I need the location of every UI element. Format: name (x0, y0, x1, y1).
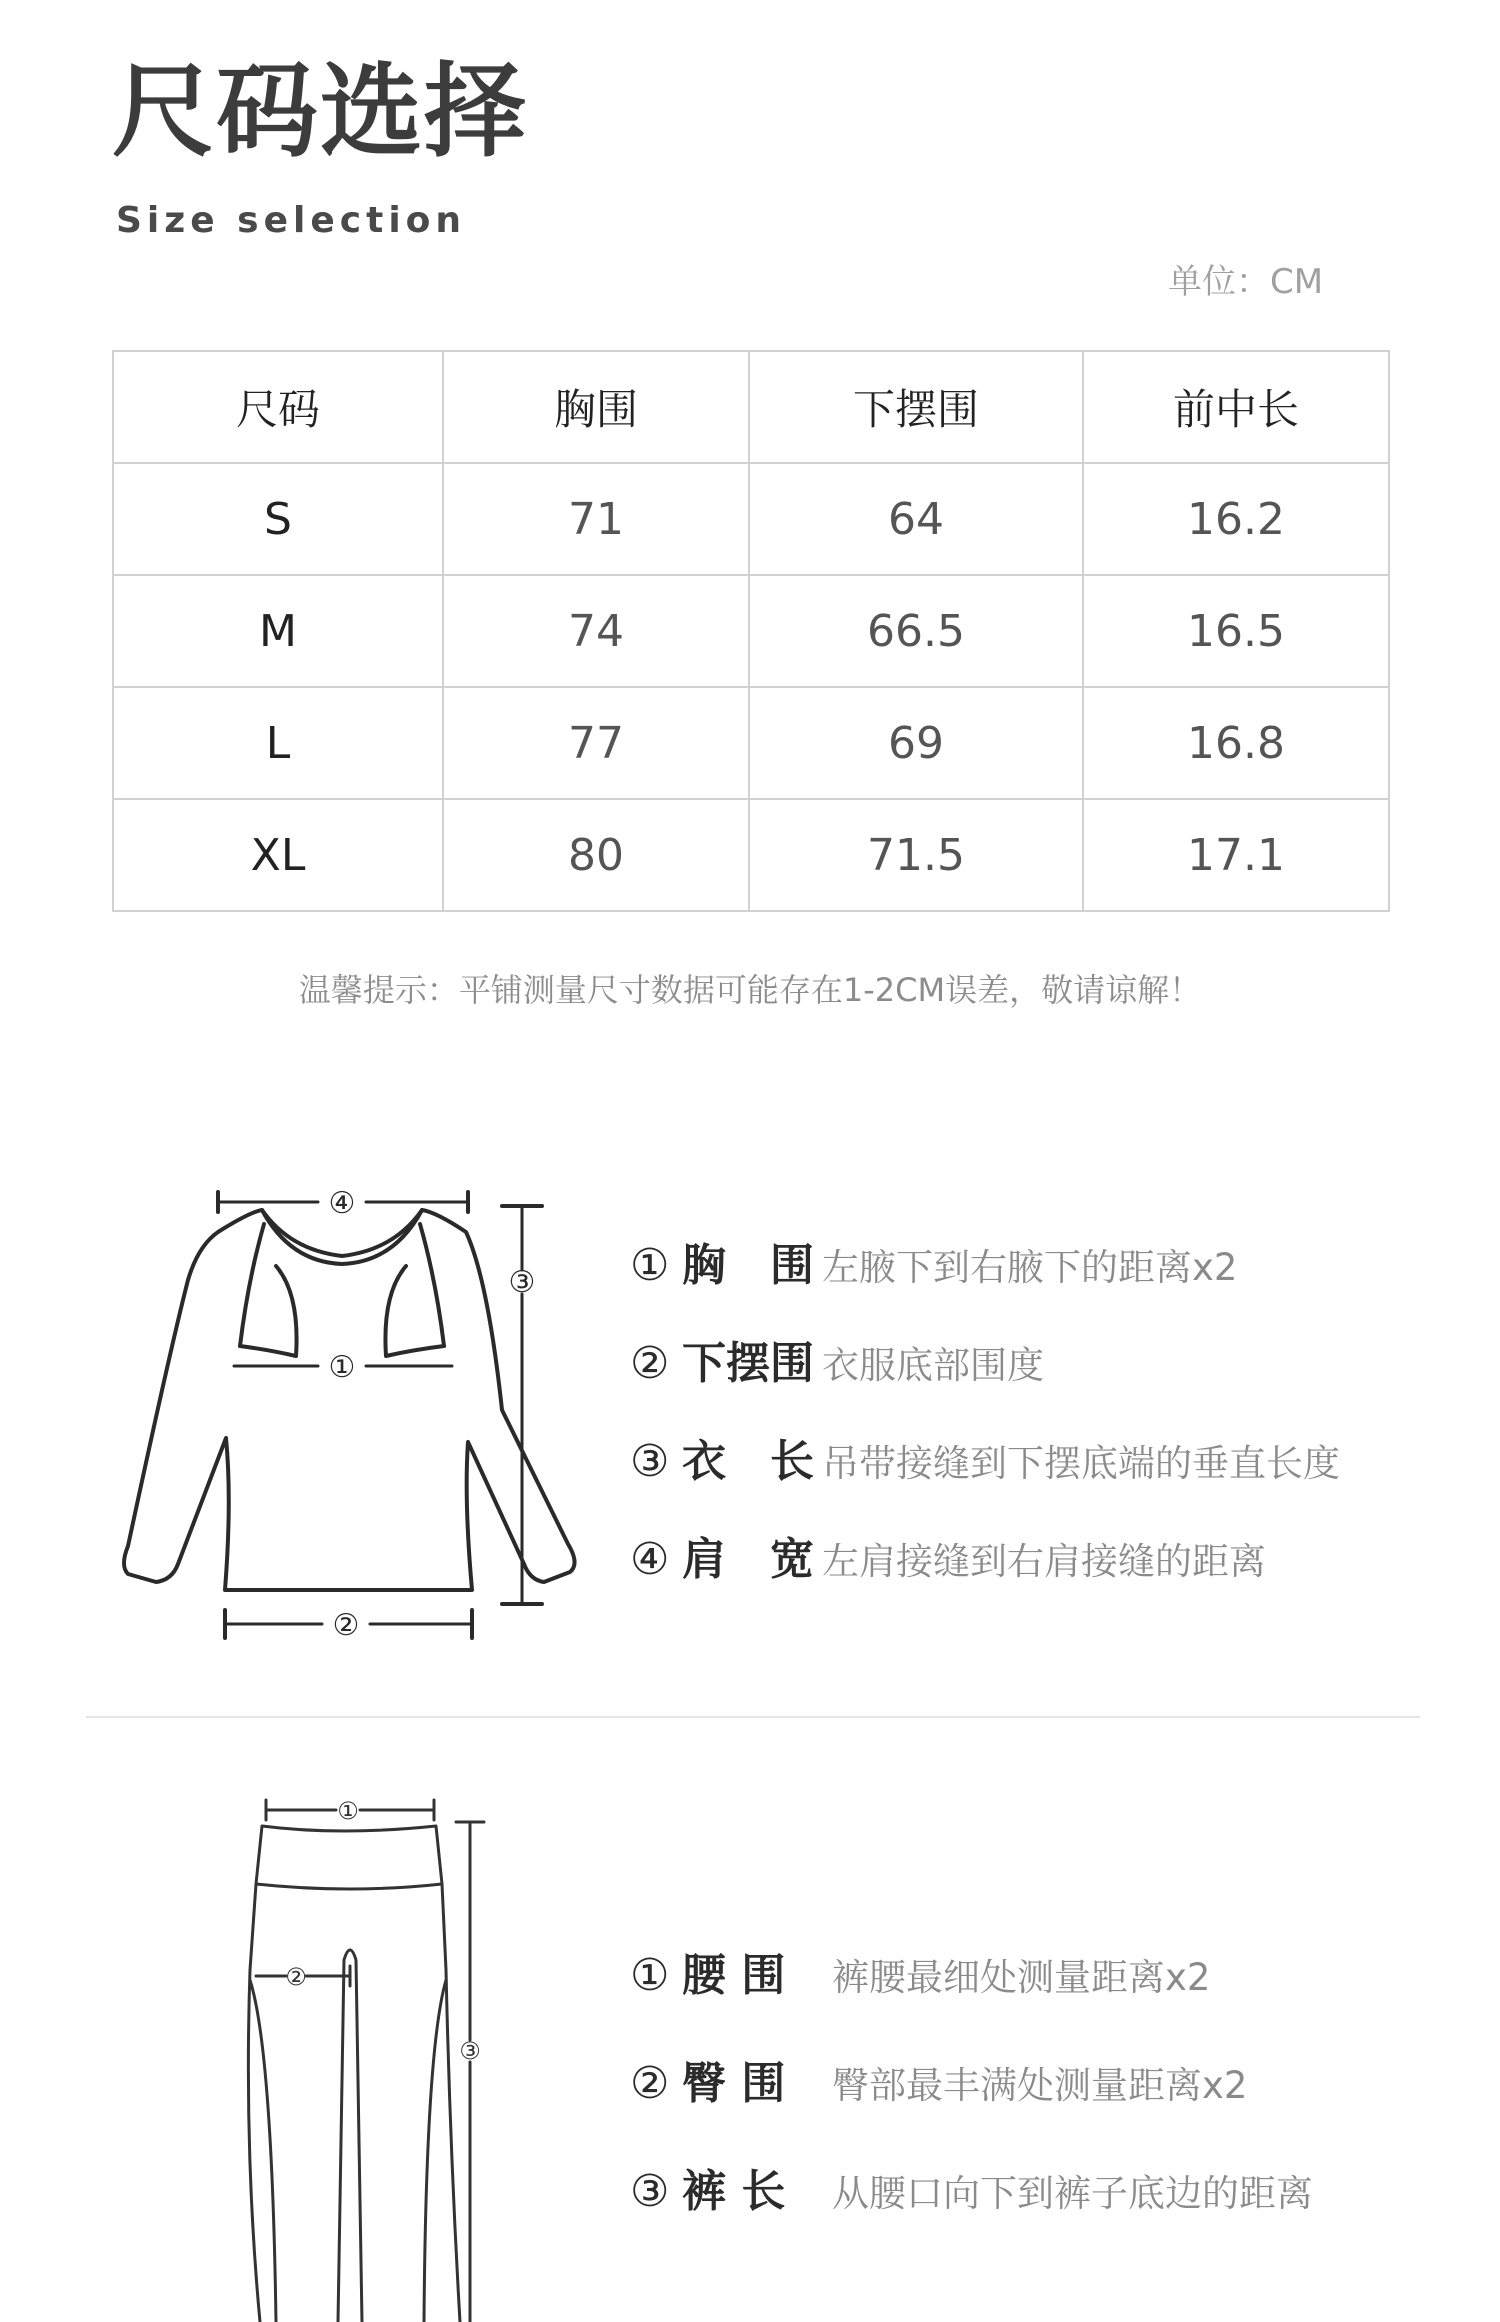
marker-1: ① (328, 1350, 356, 1385)
top-garment-diagram (100, 1170, 600, 1650)
legend-number: ② (630, 2058, 670, 2109)
crotch (338, 1950, 362, 2322)
header-chest: 胸围 (443, 351, 749, 463)
shirt-outline (124, 1210, 575, 1590)
legend-item-chest (630, 1236, 1237, 1296)
cell-front-length: 16.8 (1083, 687, 1389, 799)
size-table (112, 350, 1390, 912)
left-leg-seam (250, 1980, 276, 2322)
left-cup (240, 1266, 297, 1356)
table-row (113, 463, 1389, 575)
cell-front-length: 16.2 (1083, 463, 1389, 575)
legend-key: 胸 围 (682, 1240, 814, 1291)
table-row (113, 687, 1389, 799)
header-front-length: 前中长 (1083, 351, 1389, 463)
right-leg-seam (424, 1980, 446, 2322)
cell-chest: 74 (443, 575, 749, 687)
cell-chest: 80 (443, 799, 749, 911)
legend-item-hip (630, 2054, 1247, 2114)
waistband (256, 1884, 442, 1889)
cell-chest: 77 (443, 687, 749, 799)
legend-desc: 衣服底部围度 (822, 1344, 1044, 1387)
header-hem: 下摆围 (749, 351, 1083, 463)
pants-marker-1: ① (337, 1797, 359, 1825)
legend-desc: 吊带接缝到下摆底端的垂直长度 (822, 1442, 1340, 1485)
legend-desc: 左腋下到右腋下的距离x2 (822, 1246, 1238, 1289)
legend-desc: 裤腰最细处测量距离x2 (832, 1956, 1211, 1999)
legend-key: 腰 围 (682, 1950, 786, 2001)
cell-front-length: 17.1 (1083, 799, 1389, 911)
pants-outline (248, 1826, 460, 2322)
cell-size: M (113, 575, 443, 687)
table-row (113, 799, 1389, 911)
legend-item-pants-length (630, 2162, 1313, 2222)
page-subtitle: Size selection (116, 200, 467, 241)
cell-hem: 66.5 (749, 575, 1083, 687)
legend-key: 肩 宽 (682, 1534, 814, 1585)
cell-hem: 64 (749, 463, 1083, 575)
legend-number: ① (630, 1950, 670, 2001)
legend-item-hem (630, 1334, 1044, 1394)
legend-number: ② (630, 1338, 670, 1389)
pants-diagram (220, 1790, 500, 2322)
marker-4: ④ (328, 1186, 356, 1221)
left-seam (240, 1224, 264, 1346)
pants-marker-2: ② (285, 1963, 307, 1991)
cell-front-length: 16.5 (1083, 575, 1389, 687)
page-title: 尺码选择 (112, 53, 528, 172)
cell-hem: 71.5 (749, 799, 1083, 911)
legend-number: ③ (630, 1436, 670, 1487)
legend-desc: 从腰口向下到裤子底边的距离 (832, 2172, 1313, 2215)
unit-label: 单位：CM (1168, 262, 1324, 302)
legend-desc: 臀部最丰满处测量距离x2 (832, 2064, 1248, 2107)
legend-desc: 左肩接缝到右肩接缝的距离 (822, 1540, 1266, 1583)
section-divider (86, 1716, 1420, 1718)
legend-key: 臀 围 (682, 2058, 786, 2109)
legend-item-shoulder (630, 1530, 1266, 1590)
measurement-tip: 温馨提示：平铺测量尺寸数据可能存在1-2CM误差，敬请谅解！ (298, 971, 1202, 1009)
legend-number: ④ (630, 1534, 670, 1585)
legend-number: ③ (630, 2166, 670, 2217)
legend-number: ① (630, 1240, 670, 1291)
table-row (113, 575, 1389, 687)
legend-key: 下摆围 (682, 1338, 814, 1389)
pants-marker-3: ③ (459, 2037, 481, 2065)
cell-size: S (113, 463, 443, 575)
legend-item-waist (630, 1946, 1210, 2006)
pants-length-line (456, 1822, 484, 2322)
right-seam (420, 1224, 444, 1346)
cell-size: XL (113, 799, 443, 911)
cell-chest: 71 (443, 463, 749, 575)
table-header-row (113, 351, 1389, 463)
legend-key: 裤 长 (682, 2166, 786, 2217)
marker-2: ② (332, 1608, 360, 1643)
marker-3: ③ (508, 1265, 536, 1300)
cell-hem: 69 (749, 687, 1083, 799)
header-size: 尺码 (113, 351, 443, 463)
cell-size: L (113, 687, 443, 799)
legend-item-length (630, 1432, 1340, 1492)
legend-key: 衣 长 (682, 1436, 814, 1487)
